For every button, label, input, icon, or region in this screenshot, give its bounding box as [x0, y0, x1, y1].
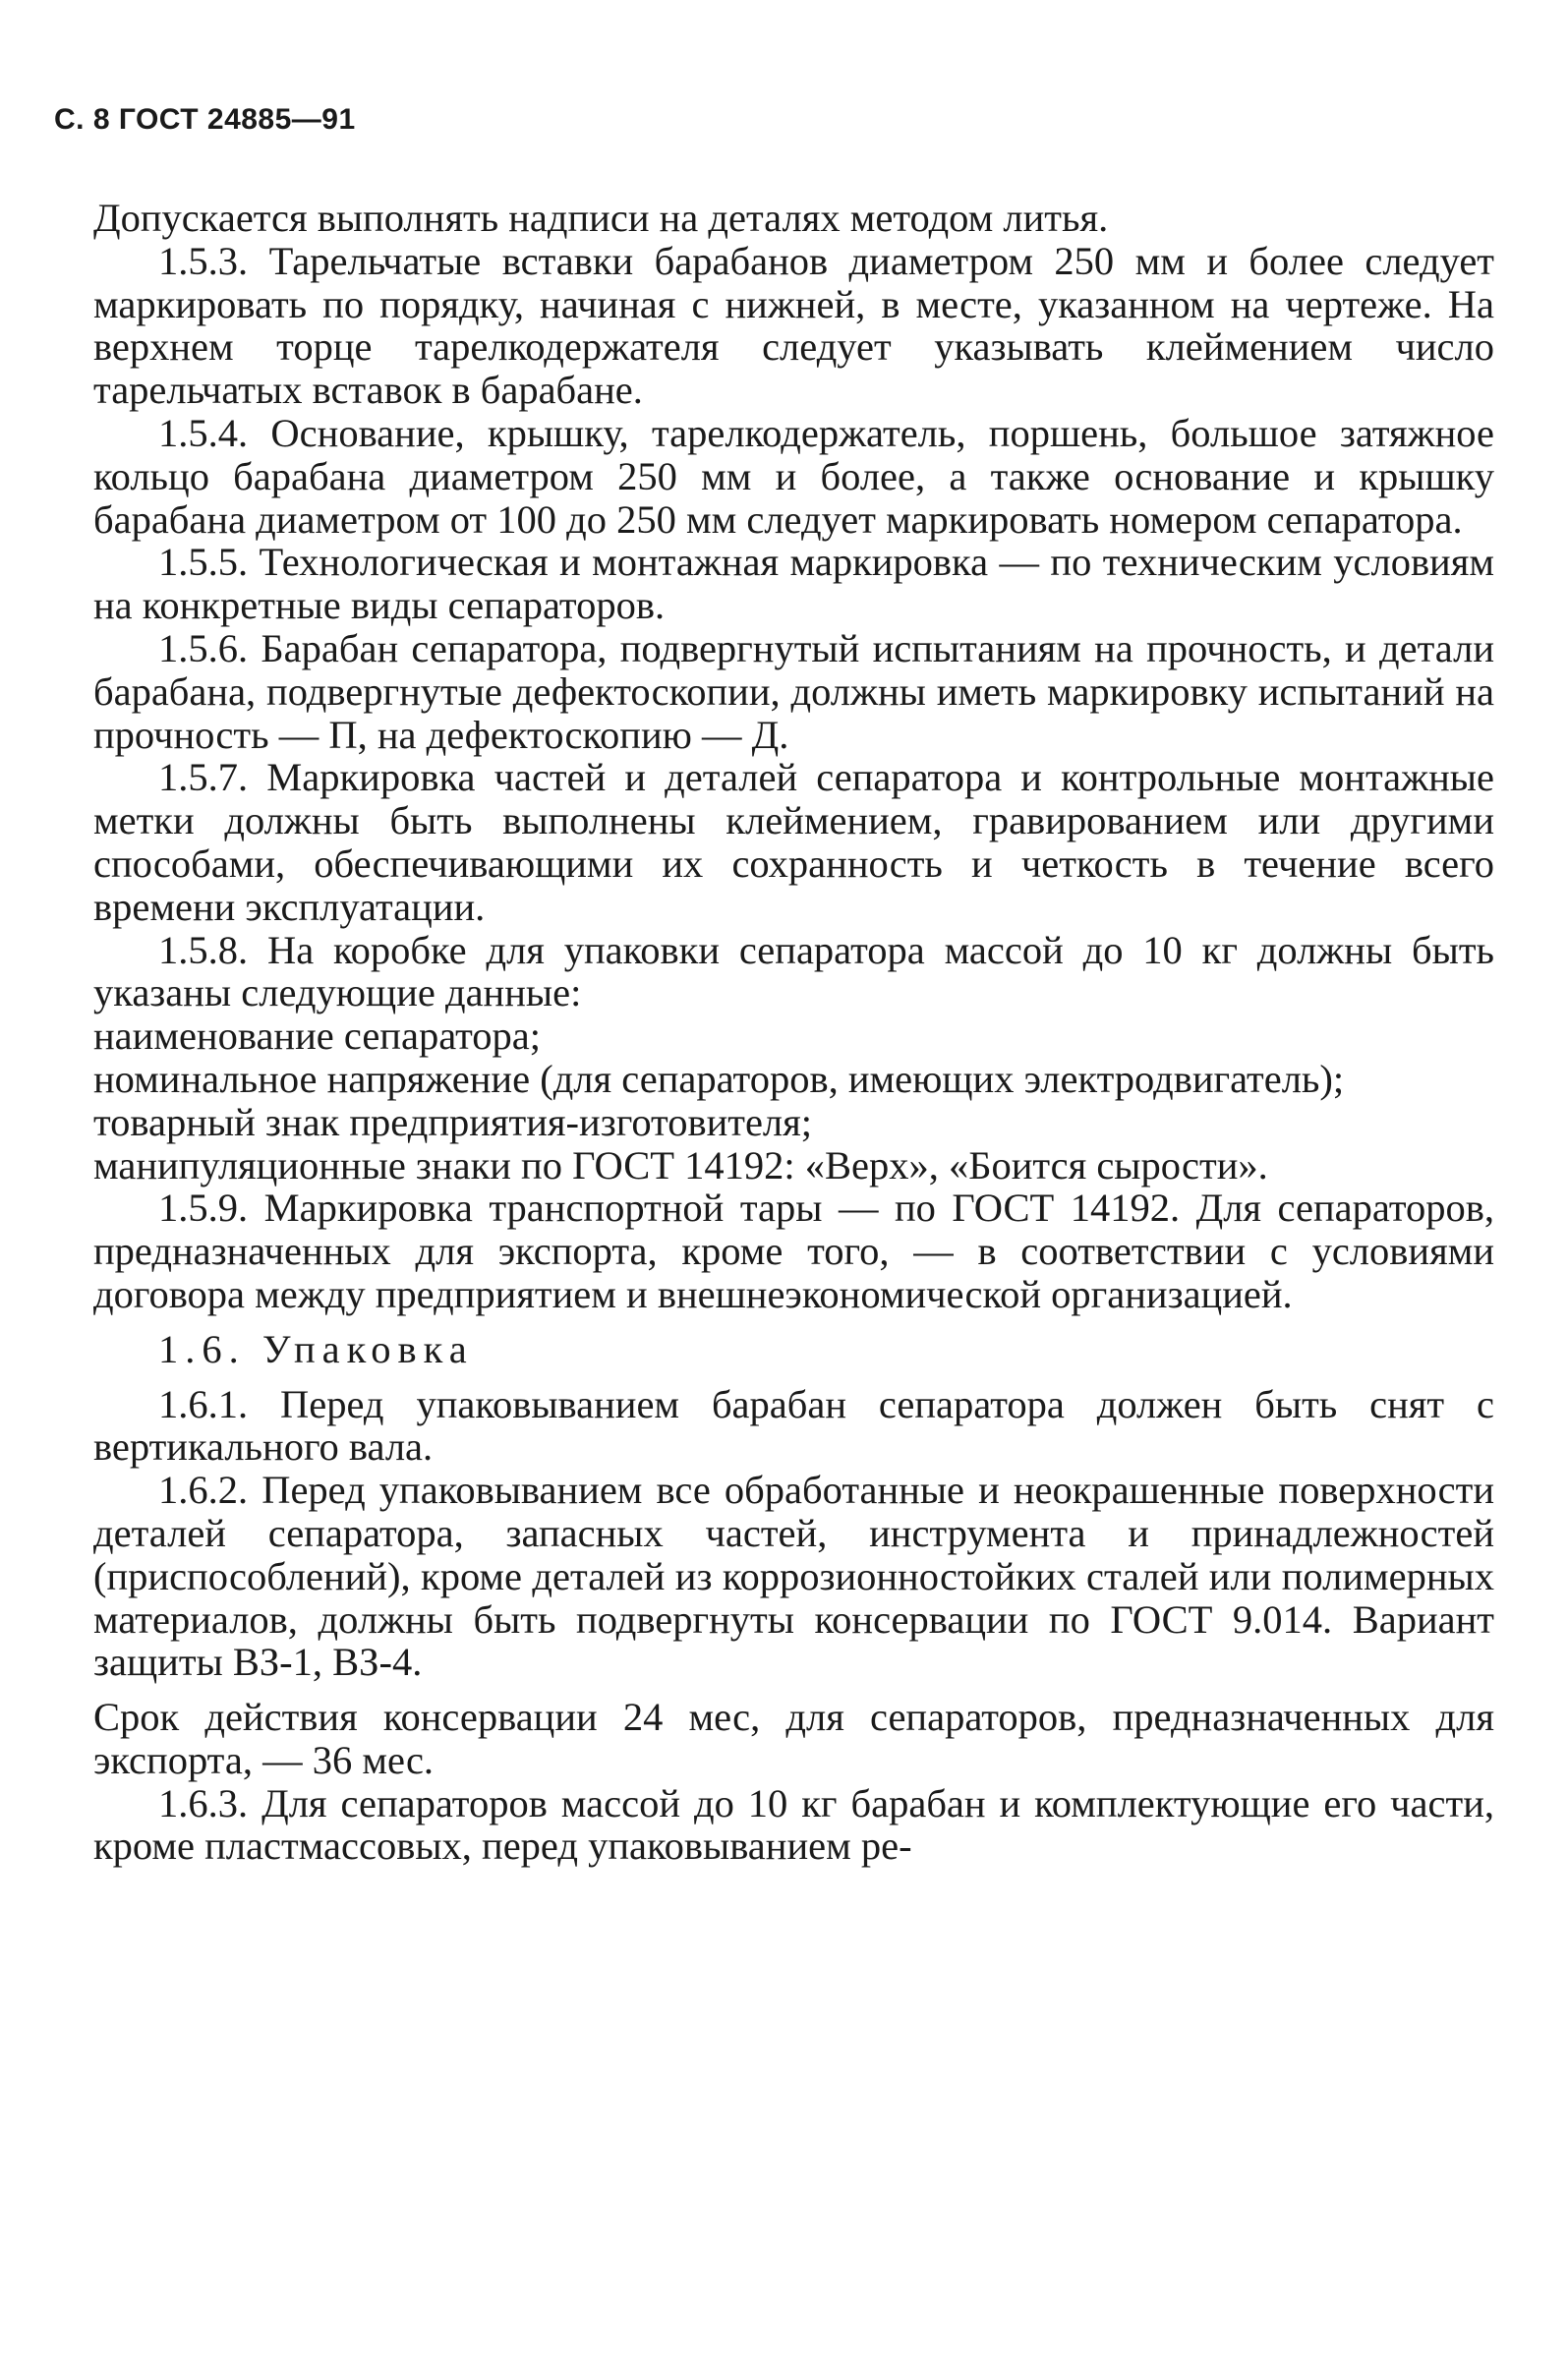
paragraph: 1.6.2. Перед упаковыванием все обработанные и неокрашенные поверхности деталей сепаратора, запасных частей, инструмента и принадлежностей (приспособлений), кроме деталей из коррозионностойких сталей или полимерных материалов, должны быть подвергнуты консервации по ГОСТ 9.014. Вариант защиты ВЗ-1, ВЗ-4.	[93, 1468, 1494, 1685]
list-item: наименование сепаратора;	[93, 1013, 542, 1059]
paragraph: Срок действия консервации 24 мес, для сепараторов, предназначенных для экспорта, — 36 мес.	[93, 1695, 1494, 1782]
paragraph: 1.5.9. Маркировка транспортной тары — по ГОСТ 14192. Для сепараторов, предназначенных для экспорта, кроме того, — в соответствии с условиями договора между предприятием и внешнеэкономической организацией.	[93, 1186, 1494, 1316]
list-item: номинальное напряжение (для сепараторов, имеющих электродвигатель);	[93, 1056, 1345, 1101]
paragraph: Допускается выполнять надписи на деталях методом литья.	[93, 196, 1109, 240]
paragraph: 1.5.4. Основание, крышку, тарелкодержатель, поршень, большое затяжное кольцо барабана диаметром 250 мм и более, а также основание и крышку барабана диаметром от 100 до 250 мм следует маркировать номером сепаратора.	[93, 410, 1494, 542]
paragraph: 1.5.6. Барабан сепаратора, подвергнутый испытаниям на прочность, и детали барабана, подвергнутые дефектоскопии, должны иметь маркировку испытаний на прочность — П, на дефектоскопию — Д.	[93, 625, 1494, 757]
paragraph: 1.5.7. Маркировка частей и деталей сепаратора и контрольные монтажные метки должны быть выполнены клеймением, гравированием или другими способами, обеспечивающими их сохранность и четкость в течение всего времени эксплуатации.	[93, 755, 1494, 929]
paragraph: 1.6.3. Для сепараторов массой до 10 кг барабан и комплектующие его части, кроме пластмассовых, перед упаковыванием ре-	[93, 1780, 1494, 1869]
paragraph: 1.6.1. Перед упаковыванием барабан сепаратора должен быть снят с вертикального вала.	[93, 1381, 1494, 1470]
list-item: товарный знак предприятия-изготовителя;	[93, 1099, 813, 1144]
page-header: С. 8 ГОСТ 24885—91	[54, 103, 356, 136]
document-body	[93, 197, 1494, 1868]
section-heading: 1.6. Упаковка	[158, 1326, 474, 1371]
paragraph: 1.5.3. Тарельчатые вставки барабанов диаметром 250 мм и более следует маркировать по порядку, начиная с нижней, в месте, указанном на чертеже. На верхнем торце тарелкодержателя следует указывать клеймением число тарельчатых вставок в барабане.	[93, 238, 1494, 413]
paragraph: 1.5.5. Технологическая и монтажная маркировка — по техническим условиям на конкретные виды сепараторов.	[93, 540, 1494, 628]
list-item: манипуляционные знаки по ГОСТ 14192: «Верх», «Боится сырости».	[93, 1142, 1268, 1187]
paragraph: 1.5.8. На коробке для упаковки сепаратора массой до 10 кг должны быть указаны следующие данные:	[93, 927, 1494, 1015]
